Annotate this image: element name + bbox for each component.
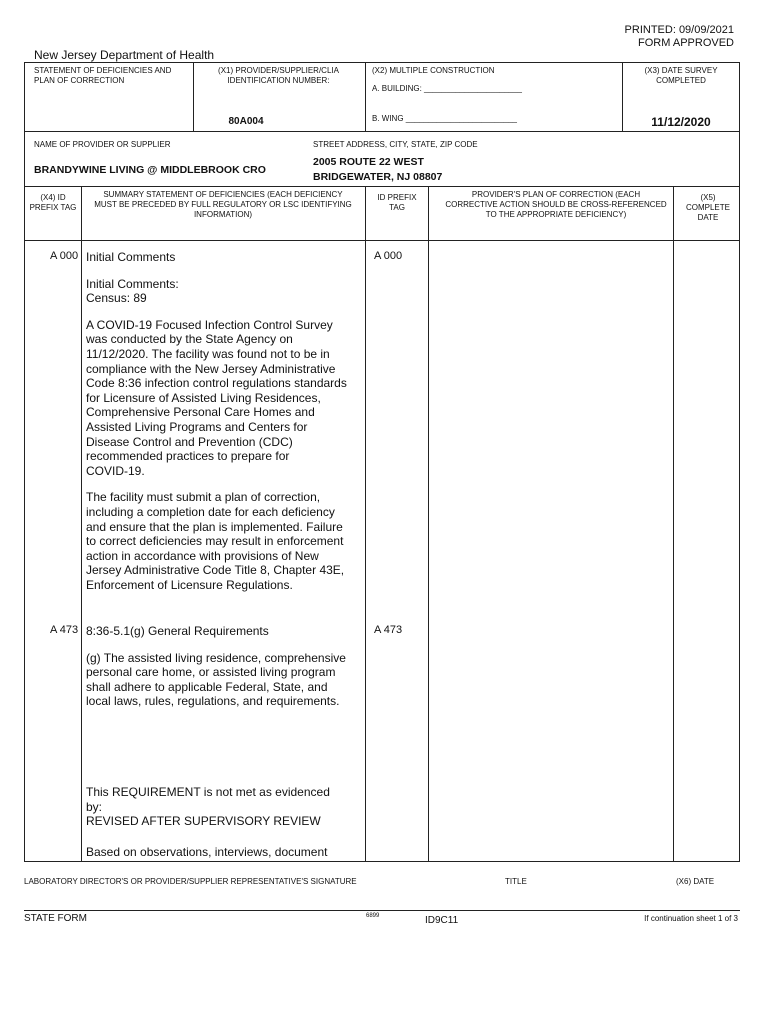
col-summary-header: SUMMARY STATEMENT OF DEFICIENCIES (EACH DEFICIENCY MUST BE PRECEDED BY FULL REGULATORY OR LSC IDENTIFYING INFORMATION) [94, 190, 352, 219]
entry-body [86, 250, 361, 604]
form-number: 6899 [366, 913, 380, 919]
title-label: TITLE [505, 877, 527, 886]
entry-paragraph: A COVID-19 Focused Infection Control Survey was conducted by the State Agency on 11/12/2020. The facility was found not to be in compliance with the New Jersey Administrative Code 8:36 infection control regulations standards for Licensure of Assisted Living Residences, Comprehensive Personal Care Homes and Assisted Living Programs and Centers for Disease Control and Prevention (CDC) recommended practices to prepare for COVID-19. [86, 317, 347, 478]
entry-paragraph: Initial Comments: Census: 89 [86, 276, 179, 306]
entry-paragraph: The facility must submit a plan of correction, including a completion date for each deficiency and ensure that the plan is implemented. Failure to correct deficiencies may result in enforcement action in accordance with provisions of New Jersey Administrative Code Title 8, Chapter 43E, Enforcement of Licensure Regulations. [86, 490, 345, 592]
continued-text: Based on observations, interviews, document [86, 845, 328, 859]
entry-id-tag: A 473 [374, 624, 403, 636]
address-line-1: 2005 ROUTE 22 WEST [313, 156, 424, 168]
entry-title: 8:36-5.1(g) General Requirements [86, 624, 269, 638]
entry-body [86, 624, 361, 721]
entry-paragraph: (g) The assisted living residence, comprehensive personal care home, or assisted living program shall adhere to applicable Federal, State, and local laws, rules, regulations, and requirements. [86, 650, 346, 709]
provider-name: BRANDYWINE LIVING @ MIDDLEBROOK CRO [34, 164, 266, 176]
entry-tag: A 000 [50, 250, 79, 262]
statement-label: STATEMENT OF DEFICIENCIES AND PLAN OF CORRECTION [34, 66, 172, 85]
x2-wing: B. WING _________________________ [372, 114, 518, 123]
date-label: (X6) DATE [676, 877, 715, 886]
printed-date: PRINTED: 09/09/2021 [624, 24, 734, 36]
entry-tag: A 473 [50, 624, 79, 636]
agency-name: New Jersey Department of Health [34, 48, 215, 62]
event-id: ID9C11 [425, 915, 459, 926]
address-label: STREET ADDRESS, CITY, STATE, ZIP CODE [313, 140, 478, 149]
x2-building: A. BUILDING: ______________________ [372, 84, 522, 93]
x1-label: (X1) PROVIDER/SUPPLIER/CLIA IDENTIFICATION NUMBER: [218, 66, 339, 85]
col-id-prefix-header: ID PREFIX TAG [377, 193, 417, 212]
x2-label: (X2) MULTIPLE CONSTRUCTION [372, 66, 495, 75]
col-plan-header: PROVIDER'S PLAN OF CORRECTION (EACH CORRECTIVE ACTION SHOULD BE CROSS-REFERENCED TO THE APPROPRIATE DEFICIENCY) [445, 190, 667, 219]
state-form-label: STATE FORM [24, 913, 87, 924]
x1-value: 80A004 [228, 116, 264, 127]
entry-title: Initial Comments [86, 250, 176, 264]
signature-label: LABORATORY DIRECTOR'S OR PROVIDER/SUPPLIER REPRESENTATIVE'S SIGNATURE [24, 877, 357, 886]
continuation-label: If continuation sheet 1 of 3 [644, 914, 738, 923]
col-x4-header: (X4) ID PREFIX TAG [29, 193, 77, 212]
col-x5-header: (X5) COMPLETE DATE [685, 193, 730, 222]
entry-id-tag: A 000 [374, 250, 403, 262]
address-line-2: BRIDGEWATER, NJ 08807 [313, 171, 443, 183]
requirement-text: This REQUIREMENT is not met as evidenced by: REVISED AFTER SUPERVISORY REVIEW [86, 785, 330, 829]
form-approved-label: FORM APPROVED [638, 37, 734, 49]
x3-label: (X3) DATE SURVEY COMPLETED [644, 66, 718, 85]
provider-label: NAME OF PROVIDER OR SUPPLIER [34, 140, 171, 149]
x3-value: 11/12/2020 [651, 115, 711, 129]
